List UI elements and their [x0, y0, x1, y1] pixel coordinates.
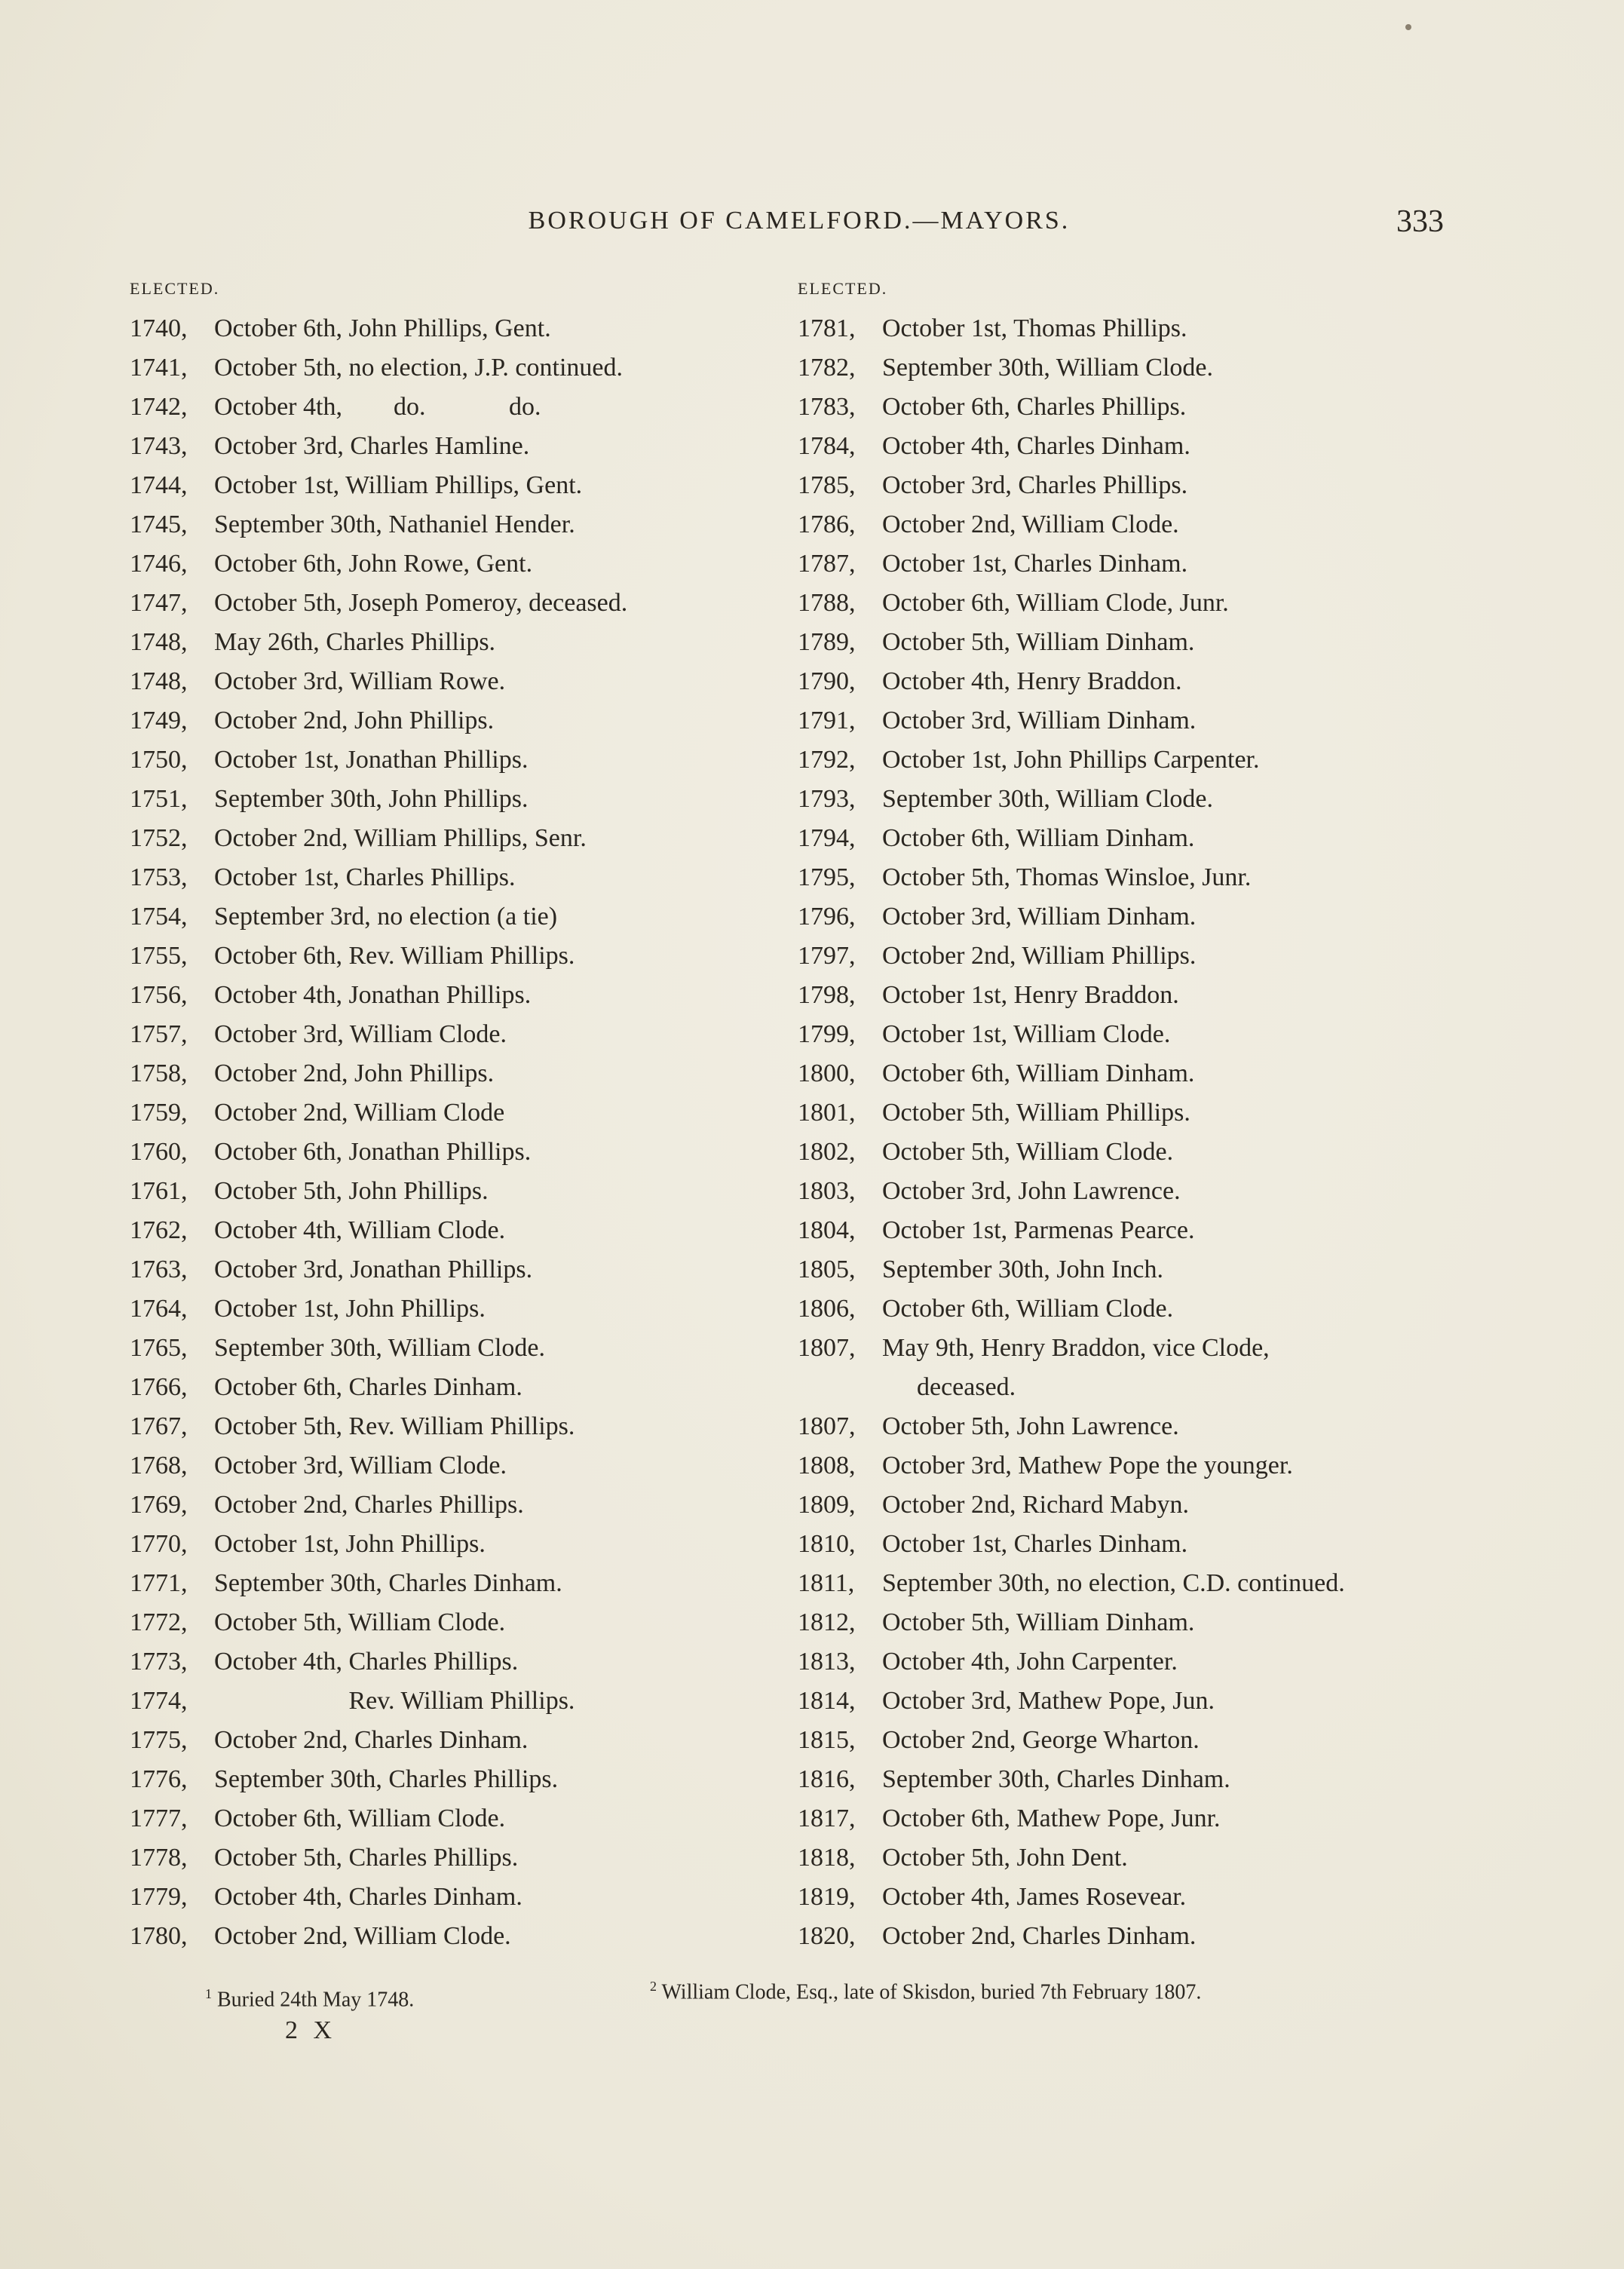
- entry-text: October 5th, John Phillips.: [214, 1177, 489, 1205]
- mayor-entry: [130, 623, 793, 662]
- entry-year: 1806,: [798, 1295, 856, 1323]
- entry-year: 1757,: [130, 1020, 188, 1048]
- entry-text: October 1st, John Phillips.: [214, 1530, 486, 1558]
- mayor-entry: [798, 388, 1491, 427]
- ink-speck: [1405, 24, 1411, 30]
- mayor-entry: [798, 1329, 1491, 1407]
- mayor-entry: [798, 584, 1491, 623]
- mayor-entry: [130, 976, 793, 1015]
- entry-year: 1782,: [798, 354, 856, 382]
- footnote-text: Buried 24th May 1748.: [217, 1988, 415, 2012]
- entry-text: October 2nd, William Clode: [214, 1099, 505, 1127]
- mayor-entry: [130, 1407, 793, 1446]
- entry-text: October 2nd, William Phillips.: [882, 942, 1197, 970]
- mayor-entry: [798, 1133, 1491, 1172]
- mayor-entry: [130, 309, 793, 348]
- entry-year: 1741,: [130, 354, 188, 382]
- mayor-entry: [130, 1172, 793, 1211]
- entry-text: October 1st, Parmenas Pearce.: [882, 1216, 1195, 1244]
- entry-text: September 30th, John Inch.: [882, 1256, 1163, 1283]
- entry-year: 1793,: [798, 785, 856, 813]
- entry-text: October 6th, Rev. William Phillips.: [214, 942, 575, 970]
- mayor-entry: [130, 388, 793, 427]
- mayor-entry: [798, 1721, 1491, 1760]
- entry-year: 1760,: [130, 1138, 188, 1166]
- entry-text: September 30th, John Phillips.: [214, 785, 529, 813]
- entry-year: 1787,: [798, 550, 856, 578]
- entry-text: October 5th, William Phillips.: [882, 1099, 1190, 1127]
- mayor-entry: [798, 466, 1491, 505]
- entry-year: 1814,: [798, 1687, 856, 1715]
- footnote-text: William Clode, Esq., late of Skisdon, buried 7th February 1807.: [661, 1980, 1202, 2004]
- entry-text: October 5th, Charles Phillips.: [214, 1844, 519, 1872]
- mayor-entry: [798, 1525, 1491, 1564]
- entry-text: Rev. William Phillips.: [214, 1687, 575, 1715]
- entry-text: October 2nd, George Wharton.: [882, 1726, 1200, 1754]
- entry-year: 1804,: [798, 1216, 856, 1244]
- entry-year: 1745,: [130, 511, 188, 538]
- mayor-entry: [798, 1838, 1491, 1878]
- entry-year: 1792,: [798, 746, 856, 774]
- entry-text: October 6th, John Rowe, Gent.: [214, 550, 533, 578]
- entry-text: October 1st, William Phillips, Gent.: [214, 471, 583, 499]
- entry-text: October 5th, William Clode.: [214, 1608, 506, 1636]
- entry-year: 1769,: [130, 1491, 188, 1519]
- entry-text: September 30th, Nathaniel Hender.: [214, 511, 575, 538]
- entry-year: 1743,: [130, 432, 188, 460]
- entry-year: 1742,: [130, 393, 188, 421]
- mayor-entry: [130, 1721, 793, 1760]
- entry-text: September 30th, Charles Dinham.: [882, 1765, 1230, 1793]
- entry-text: October 5th, Joseph Pomeroy, deceased.: [214, 589, 628, 617]
- mayor-entry: [130, 1015, 793, 1054]
- mayor-entry: [798, 1486, 1491, 1525]
- entry-text: October 5th, Rev. William Phillips.: [214, 1412, 575, 1440]
- signature-mark: 2 X: [285, 2016, 337, 2044]
- entry-text: September 30th, Charles Dinham.: [214, 1569, 562, 1597]
- mayor-entry: [798, 505, 1491, 544]
- mayor-entry: [130, 1760, 793, 1799]
- entry-text: October 2nd, John Phillips.: [214, 707, 495, 734]
- entry-text: October 4th, Charles Dinham.: [882, 432, 1190, 460]
- entry-year: 1772,: [130, 1608, 188, 1636]
- mayor-entry: [798, 1603, 1491, 1642]
- left-column: [130, 279, 793, 1956]
- entry-year: 1819,: [798, 1883, 856, 1911]
- mayor-entry: [130, 1368, 793, 1407]
- entry-year: 1776,: [130, 1765, 188, 1793]
- mayor-entry: [798, 1093, 1491, 1133]
- mayor-entry: [130, 1642, 793, 1682]
- entry-year: 1748,: [130, 667, 188, 695]
- entry-year: 1816,: [798, 1765, 856, 1793]
- elected-heading: ELECTED.: [798, 279, 888, 298]
- entry-year: 1789,: [798, 628, 856, 656]
- entry-year: 1771,: [130, 1569, 188, 1597]
- mayor-entry: [130, 740, 793, 780]
- entry-year: 1801,: [798, 1099, 856, 1127]
- entry-year: 1763,: [130, 1256, 188, 1283]
- entry-text: October 6th, William Clode.: [882, 1295, 1174, 1323]
- entry-year: 1777,: [130, 1804, 188, 1832]
- entry-year: 1752,: [130, 824, 188, 852]
- entry-year: 1807,: [798, 1334, 856, 1362]
- mayor-entry: [130, 858, 793, 897]
- entry-text: September 30th, William Clode.: [214, 1334, 545, 1362]
- entry-text: October 5th, William Dinham.: [882, 1608, 1195, 1636]
- entry-year: 1794,: [798, 824, 856, 852]
- entry-text: October 6th, Jonathan Phillips.: [214, 1138, 532, 1166]
- entry-text: October 4th, Charles Phillips.: [214, 1648, 519, 1676]
- mayor-entry: [130, 780, 793, 819]
- entry-year: 1800,: [798, 1059, 856, 1087]
- entry-text: October 1st, Charles Dinham.: [882, 1530, 1188, 1558]
- mayor-entry: [798, 1564, 1491, 1603]
- entry-text: October 3rd, Mathew Pope the younger.: [882, 1452, 1293, 1479]
- mayor-entry: [798, 544, 1491, 584]
- mayor-entry: [798, 662, 1491, 701]
- mayor-entry: [798, 348, 1491, 388]
- entry-year: 1778,: [130, 1844, 188, 1872]
- footnote-2: [650, 1979, 1201, 2004]
- entry-year: 1753,: [130, 863, 188, 891]
- footnote-mark: 2: [650, 1979, 657, 1994]
- mayor-entry: [798, 1446, 1491, 1486]
- entry-year: 1774,: [130, 1687, 188, 1715]
- entry-text: October 2nd, John Phillips.: [214, 1059, 495, 1087]
- entry-year: 1740,: [130, 314, 188, 342]
- mayor-entry: [130, 1917, 793, 1956]
- entry-text: October 2nd, William Clode.: [882, 511, 1179, 538]
- entry-year: 1775,: [130, 1726, 188, 1754]
- mayor-entry: [130, 937, 793, 976]
- entry-text: October 2nd, Charles Dinham.: [882, 1922, 1197, 1950]
- entry-year: 1751,: [130, 785, 188, 813]
- entry-year: 1759,: [130, 1099, 188, 1127]
- mayor-entry: [130, 1682, 793, 1721]
- mayor-entry: [130, 584, 793, 623]
- entry-text: October 6th, William Dinham.: [882, 1059, 1195, 1087]
- entry-text: October 3rd, William Clode.: [214, 1452, 507, 1479]
- entry-year: 1798,: [798, 981, 856, 1009]
- entry-text: October 6th, William Clode.: [214, 1804, 506, 1832]
- entry-text: October 3rd, William Dinham.: [882, 707, 1197, 734]
- mayor-entry: [798, 1054, 1491, 1093]
- entry-text: October 6th, William Dinham.: [882, 824, 1195, 852]
- entry-text: October 1st, John Phillips.: [214, 1295, 486, 1323]
- entry-year: 1807,: [798, 1412, 856, 1440]
- entry-year: 1761,: [130, 1177, 188, 1205]
- entry-year: 1744,: [130, 471, 188, 499]
- mayor-entry: [130, 544, 793, 584]
- entry-text: September 30th, Charles Phillips.: [214, 1765, 559, 1793]
- entry-text: October 2nd, Charles Dinham.: [214, 1726, 529, 1754]
- entry-text: September 3rd, no election (a tie): [214, 903, 558, 931]
- entry-text: October 2nd, Charles Phillips.: [214, 1491, 524, 1519]
- entry-year: 1758,: [130, 1059, 188, 1087]
- entry-year: 1770,: [130, 1530, 188, 1558]
- entry-year: 1785,: [798, 471, 856, 499]
- entry-text: October 6th, Mathew Pope, Junr.: [882, 1804, 1221, 1832]
- mayor-entry: [130, 1486, 793, 1525]
- mayor-entry: [130, 348, 793, 388]
- mayor-entry: [130, 897, 793, 937]
- entry-year: 1813,: [798, 1648, 856, 1676]
- mayor-entry: [798, 1407, 1491, 1446]
- entry-text: October 2nd, William Clode.: [214, 1922, 511, 1950]
- entry-text: October 4th, Jonathan Phillips.: [214, 981, 532, 1009]
- mayor-entry: [798, 858, 1491, 897]
- mayor-entry: [130, 1133, 793, 1172]
- entry-text: October 3rd, Jonathan Phillips.: [214, 1256, 533, 1283]
- mayor-entry: [130, 427, 793, 466]
- footnote-mark: 1: [205, 1986, 212, 2001]
- entry-year: 1756,: [130, 981, 188, 1009]
- entry-year: 1808,: [798, 1452, 856, 1479]
- entry-continuation: deceased.: [917, 1373, 1016, 1401]
- entry-year: 1818,: [798, 1844, 856, 1872]
- mayor-entry: [798, 1172, 1491, 1211]
- entry-text: September 30th, no election, C.D. continued.: [882, 1569, 1345, 1597]
- entry-year: 1802,: [798, 1138, 856, 1166]
- mayor-entry: [798, 937, 1491, 976]
- mayor-entry: [130, 1211, 793, 1250]
- mayor-entry: [798, 1682, 1491, 1721]
- entry-year: 1755,: [130, 942, 188, 970]
- mayor-entry: [798, 701, 1491, 740]
- mayor-entry: [798, 427, 1491, 466]
- entry-text: October 4th, do. do.: [214, 393, 541, 421]
- entry-year: 1779,: [130, 1883, 188, 1911]
- page-number: 333: [1396, 204, 1444, 239]
- mayor-entry: [798, 1015, 1491, 1054]
- mayor-entry: [130, 466, 793, 505]
- entry-year: 1750,: [130, 746, 188, 774]
- mayor-entry: [130, 505, 793, 544]
- mayor-entry: [798, 1760, 1491, 1799]
- mayor-entry: [798, 1917, 1491, 1956]
- mayor-entry: [798, 1289, 1491, 1329]
- entry-year: 1790,: [798, 667, 856, 695]
- entry-text: May 9th, Henry Braddon, vice Clode,: [882, 1334, 1270, 1362]
- mayor-entry: [798, 976, 1491, 1015]
- entry-list: [798, 309, 1491, 1956]
- entry-year: 1747,: [130, 589, 188, 617]
- entry-text: October 3rd, William Dinham.: [882, 903, 1197, 931]
- entry-text: October 4th, James Rosevear.: [882, 1883, 1187, 1911]
- entry-text: October 3rd, William Clode.: [214, 1020, 507, 1048]
- page-title: BOROUGH OF CAMELFORD.—MAYORS.: [528, 207, 1071, 235]
- mayor-entry: [130, 1525, 793, 1564]
- entry-year: 1754,: [130, 903, 188, 931]
- footnote-1: [205, 1986, 414, 2012]
- entry-year: 1765,: [130, 1334, 188, 1362]
- entry-year: 1815,: [798, 1726, 856, 1754]
- entry-year: 1780,: [130, 1922, 188, 1950]
- mayor-entry: [130, 662, 793, 701]
- mayor-entry: [798, 780, 1491, 819]
- entry-year: 1764,: [130, 1295, 188, 1323]
- entry-text: October 1st, Charles Phillips.: [214, 863, 516, 891]
- entry-text: October 1st, William Clode.: [882, 1020, 1171, 1048]
- entry-year: 1797,: [798, 942, 856, 970]
- entry-year: 1781,: [798, 314, 856, 342]
- entry-year: 1746,: [130, 550, 188, 578]
- mayor-entry: [130, 1289, 793, 1329]
- mayor-entry: [798, 819, 1491, 858]
- entry-year: 1791,: [798, 707, 856, 734]
- mayor-entry: [130, 1799, 793, 1838]
- mayor-entry: [798, 1878, 1491, 1917]
- entry-text: October 6th, Charles Phillips.: [882, 393, 1187, 421]
- mayor-entry: [798, 1799, 1491, 1838]
- mayor-entry: [130, 701, 793, 740]
- mayor-entry: [798, 1642, 1491, 1682]
- entry-text: October 4th, Henry Braddon.: [882, 667, 1182, 695]
- entry-year: 1805,: [798, 1256, 856, 1283]
- entry-text: May 26th, Charles Phillips.: [214, 628, 496, 656]
- entry-text: October 3rd, Charles Phillips.: [882, 471, 1188, 499]
- entry-text: October 3rd, Charles Hamline.: [214, 432, 530, 460]
- entry-year: 1796,: [798, 903, 856, 931]
- mayor-entry: [798, 897, 1491, 937]
- mayor-entry: [798, 1250, 1491, 1289]
- entry-year: 1799,: [798, 1020, 856, 1048]
- entry-text: October 3rd, Mathew Pope, Jun.: [882, 1687, 1215, 1715]
- entry-text: October 1st, Thomas Phillips.: [882, 314, 1187, 342]
- entry-text: October 1st, Jonathan Phillips.: [214, 746, 529, 774]
- entry-year: 1749,: [130, 707, 188, 734]
- mayor-entry: [130, 1878, 793, 1917]
- entry-year: 1811,: [798, 1569, 855, 1597]
- entry-year: 1788,: [798, 589, 856, 617]
- entry-text: October 5th, William Clode.: [882, 1138, 1174, 1166]
- entry-text: October 2nd, William Phillips, Senr.: [214, 824, 587, 852]
- entry-text: September 30th, William Clode.: [882, 354, 1213, 382]
- entry-year: 1773,: [130, 1648, 188, 1676]
- entry-year: 1812,: [798, 1608, 856, 1636]
- mayor-entry: [798, 740, 1491, 780]
- entry-text: October 2nd, Richard Mabyn.: [882, 1491, 1189, 1519]
- mayor-entry: [130, 1564, 793, 1603]
- mayor-entry: [130, 1838, 793, 1878]
- mayor-entry: [130, 1329, 793, 1368]
- elected-heading: ELECTED.: [130, 279, 220, 298]
- entry-text: October 4th, William Clode.: [214, 1216, 506, 1244]
- entry-text: October 3rd, John Lawrence.: [882, 1177, 1181, 1205]
- mayor-entry: [130, 1093, 793, 1133]
- right-column: [798, 279, 1491, 1956]
- mayor-entry: [130, 1446, 793, 1486]
- entry-text: October 1st, John Phillips Carpenter.: [882, 746, 1260, 774]
- entry-text: October 5th, John Lawrence.: [882, 1412, 1179, 1440]
- entry-text: October 5th, no election, J.P. continued.: [214, 354, 624, 382]
- entry-list: [130, 309, 793, 1956]
- entry-year: 1795,: [798, 863, 856, 891]
- entry-year: 1767,: [130, 1412, 188, 1440]
- entry-text: October 1st, Charles Dinham.: [882, 550, 1188, 578]
- mayor-entry: [130, 1603, 793, 1642]
- entry-year: 1820,: [798, 1922, 856, 1950]
- mayor-entry: [798, 623, 1491, 662]
- entry-year: 1784,: [798, 432, 856, 460]
- entry-year: 1786,: [798, 511, 856, 538]
- entry-text: October 4th, John Carpenter.: [882, 1648, 1178, 1676]
- mayor-entry: [130, 1054, 793, 1093]
- entry-text: October 3rd, William Rowe.: [214, 667, 506, 695]
- entry-text: October 5th, John Dent.: [882, 1844, 1128, 1872]
- entry-year: 1748,: [130, 628, 188, 656]
- entry-year: 1803,: [798, 1177, 856, 1205]
- mayor-entry: [130, 1250, 793, 1289]
- entry-text: October 6th, Charles Dinham.: [214, 1373, 522, 1401]
- mayor-entry: [798, 1211, 1491, 1250]
- entry-year: 1809,: [798, 1491, 856, 1519]
- mayor-entry: [130, 819, 793, 858]
- entry-text: September 30th, William Clode.: [882, 785, 1213, 813]
- entry-text: October 1st, Henry Braddon.: [882, 981, 1179, 1009]
- entry-year: 1810,: [798, 1530, 856, 1558]
- entry-text: October 5th, William Dinham.: [882, 628, 1195, 656]
- entry-year: 1762,: [130, 1216, 188, 1244]
- entry-text: October 4th, Charles Dinham.: [214, 1883, 522, 1911]
- entry-text: October 6th, William Clode, Junr.: [882, 589, 1229, 617]
- entry-year: 1768,: [130, 1452, 188, 1479]
- entry-year: 1783,: [798, 393, 856, 421]
- mayor-entry: [798, 309, 1491, 348]
- entry-year: 1766,: [130, 1373, 188, 1401]
- entry-text: October 6th, John Phillips, Gent.: [214, 314, 551, 342]
- entry-year: 1817,: [798, 1804, 856, 1832]
- entry-text: October 5th, Thomas Winsloe, Junr.: [882, 863, 1252, 891]
